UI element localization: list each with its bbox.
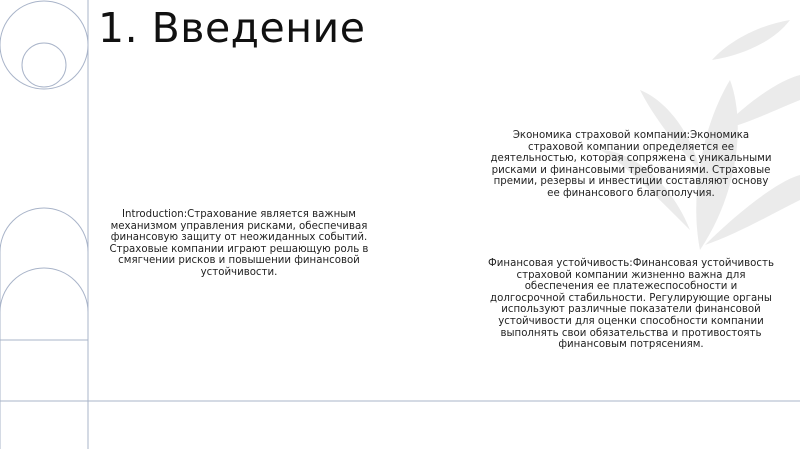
block-heading: Финансовая устойчивость — [488, 258, 630, 269]
block-text: Финансовая устойчивость страховой компании жизненно важна для обеспечения ее платежеспособности и долгосрочной стабильности. Регулирующие органы используют различные показатели финансовой устойчивости для оценки способности компании выполнять свои обязательства и противостоять финансовым потрясениям. — [490, 258, 774, 351]
block-text: Экономика страховой компании определяется ее деятельностью, которая сопряжена с уникальными рисками и финансовыми требованиями. Страховые премии, резервы и инвестиции составляют основу ее финансового благополучия. — [490, 130, 772, 199]
block-text: Страхование является важным механизмом управления рисками, обеспечивая финансовую защиту от неожиданных событий. Страховые компании играют решающую роль в смягчении рисков и повышении финансовой устойчивости. — [109, 209, 369, 278]
circle-outline-icon — [0, 1, 88, 89]
circle-outline-icon — [22, 43, 66, 87]
arch-outline-icon — [0, 268, 88, 449]
text-block-economics: Экономика страховой компании:Экономика страховой компании определяется ее деятельностью, которая сопряжена с уникальными рисками и финансовыми требованиями. Страховые премии, резервы и инвестиции составляют основу ее финансового благополучия. — [490, 130, 772, 199]
text-block-stability: Финансовая устойчивость:Финансовая устойчивость страховой компании жизненно важна для обеспечения ее платежеспособности и долгосрочной стабильности. Регулирующие органы используют различные показатели финансовой устойчивости для оценки способности компании выполнять свои обязательства и противостоять финансовым потрясениям. — [488, 258, 774, 351]
arch-outline-icon — [0, 208, 88, 449]
text-block-introduction: Introduction:Страхование является важным механизмом управления рисками, обеспечивая финансовую защиту от неожиданных событий. Страховые компании играют решающую роль в смягчении рисков и повышении финансовой устойчивости. — [109, 209, 369, 278]
block-heading: Экономика страховой компании — [512, 130, 687, 141]
slide-title: 1. Введение — [98, 4, 366, 52]
block-heading: Introduction — [122, 209, 184, 220]
